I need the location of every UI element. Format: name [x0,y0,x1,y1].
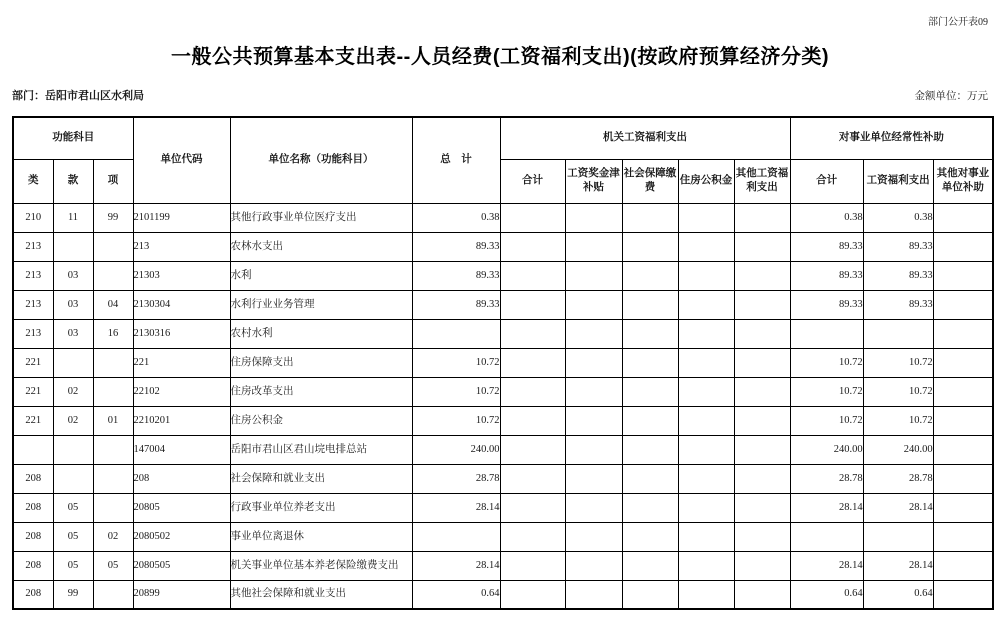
header-inst-other-subsidy: 其他对事业单位补助 [933,159,993,203]
cell-org-3 [678,464,734,493]
cell-inst-1: 0.38 [863,203,933,232]
header-institution-subsidy-group: 对事业单位经常性补助 [790,117,993,159]
cell-org-3 [678,348,734,377]
cell-org-0 [500,377,565,406]
cell-unit-code: 2130304 [133,290,230,319]
cell-unit-name: 住房保障支出 [230,348,412,377]
cell-org-1 [565,580,622,609]
cell-category: 213 [13,261,53,290]
table-row [13,261,993,290]
cell-org-2 [622,232,678,261]
page-title: 一般公共预算基本支出表--人员经费(工资福利支出)(按政府预算经济分类) [171,46,829,68]
header-inst-subtotal: 合计 [790,159,863,203]
cell-item [93,377,133,406]
cell-category: 208 [13,551,53,580]
cell-org-0 [500,435,565,464]
cell-org-2 [622,406,678,435]
cell-section [53,348,93,377]
cell-org-1 [565,290,622,319]
cell-category: 208 [13,464,53,493]
cell-inst-1: 10.72 [863,406,933,435]
cell-grand-total: 89.33 [412,290,500,319]
table-row [13,203,993,232]
amount-unit-label: 金额单位：万元 [914,91,988,102]
cell-grand-total: 28.78 [412,464,500,493]
cell-org-3 [678,406,734,435]
cell-unit-name: 水利行业业务管理 [230,290,412,319]
cell-org-2 [622,377,678,406]
cell-unit-name: 水利 [230,261,412,290]
cell-unit-name: 岳阳市君山区君山垸电排总站 [230,435,412,464]
cell-org-1 [565,348,622,377]
cell-inst-2 [933,522,993,551]
cell-org-4 [734,203,790,232]
header-item: 项 [93,159,133,203]
cell-grand-total: 10.72 [412,406,500,435]
cell-inst-0: 89.33 [790,290,863,319]
cell-item [93,580,133,609]
cell-org-2 [622,493,678,522]
header-org-subtotal: 合计 [500,159,565,203]
cell-org-1 [565,522,622,551]
cell-item [93,464,133,493]
table-row [13,493,993,522]
header-unit-code: 单位代码 [133,117,230,203]
cell-inst-1: 10.72 [863,348,933,377]
cell-unit-name: 农村水利 [230,319,412,348]
meta-row [12,87,988,103]
cell-inst-1 [863,319,933,348]
cell-grand-total: 0.64 [412,580,500,609]
cell-org-4 [734,290,790,319]
cell-org-4 [734,464,790,493]
cell-org-4 [734,435,790,464]
cell-unit-name: 社会保障和就业支出 [230,464,412,493]
cell-grand-total: 28.14 [412,551,500,580]
cell-category: 213 [13,290,53,319]
cell-category: 208 [13,493,53,522]
cell-org-0 [500,261,565,290]
cell-item: 05 [93,551,133,580]
cell-unit-code: 20899 [133,580,230,609]
cell-org-3 [678,261,734,290]
cell-category: 210 [13,203,53,232]
table-row [13,377,993,406]
cell-inst-2 [933,580,993,609]
header-row-groups [13,117,993,159]
cell-inst-1: 89.33 [863,290,933,319]
cell-org-1 [565,319,622,348]
cell-unit-code: 22102 [133,377,230,406]
cell-org-4 [734,377,790,406]
cell-org-2 [622,435,678,464]
cell-inst-1: 240.00 [863,435,933,464]
cell-unit-code: 2210201 [133,406,230,435]
cell-inst-0: 0.64 [790,580,863,609]
cell-org-4 [734,522,790,551]
cell-org-0 [500,348,565,377]
table-body [13,203,993,609]
cell-inst-0: 28.14 [790,493,863,522]
cell-unit-name: 其他社会保障和就业支出 [230,580,412,609]
cell-org-0 [500,319,565,348]
cell-category: 208 [13,522,53,551]
cell-org-2 [622,348,678,377]
header-grand-total: 总 计 [412,117,500,203]
cell-inst-2 [933,435,993,464]
header-org-wage-bonus-allowance: 工资奖金津补贴 [565,159,622,203]
cell-org-3 [678,232,734,261]
cell-org-4 [734,551,790,580]
header-org-other-wage-welfare: 其他工资福利支出 [734,159,790,203]
cell-inst-2 [933,290,993,319]
table-row [13,551,993,580]
cell-unit-code: 2101199 [133,203,230,232]
header-category: 类 [13,159,53,203]
cell-inst-2 [933,551,993,580]
cell-inst-0: 89.33 [790,261,863,290]
cell-org-0 [500,464,565,493]
cell-category: 221 [13,406,53,435]
cell-unit-name: 住房公积金 [230,406,412,435]
cell-org-3 [678,435,734,464]
cell-inst-2 [933,377,993,406]
cell-inst-0: 0.38 [790,203,863,232]
cell-org-3 [678,203,734,232]
cell-item [93,261,133,290]
cell-grand-total: 89.33 [412,261,500,290]
cell-org-2 [622,290,678,319]
cell-unit-name: 事业单位离退休 [230,522,412,551]
header-section: 款 [53,159,93,203]
cell-category: 213 [13,319,53,348]
cell-inst-0: 10.72 [790,406,863,435]
cell-unit-name: 行政事业单位养老支出 [230,493,412,522]
table-row [13,232,993,261]
cell-org-1 [565,377,622,406]
cell-org-2 [622,522,678,551]
cell-category: 213 [13,232,53,261]
cell-org-4 [734,493,790,522]
cell-unit-name: 农林水支出 [230,232,412,261]
cell-section: 05 [53,493,93,522]
cell-org-4 [734,406,790,435]
cell-grand-total: 0.38 [412,203,500,232]
cell-org-2 [622,464,678,493]
cell-section: 03 [53,290,93,319]
cell-inst-0: 89.33 [790,232,863,261]
cell-org-4 [734,232,790,261]
budget-table [12,116,994,610]
cell-inst-2 [933,232,993,261]
cell-inst-2 [933,464,993,493]
cell-section: 11 [53,203,93,232]
cell-org-1 [565,435,622,464]
cell-section: 05 [53,551,93,580]
cell-inst-0: 28.78 [790,464,863,493]
cell-org-3 [678,493,734,522]
header-functional-subject-group: 功能科目 [13,117,133,159]
cell-unit-name: 机关事业单位基本养老保险缴费支出 [230,551,412,580]
cell-org-2 [622,580,678,609]
header-org-wage-welfare-group: 机关工资福利支出 [500,117,790,159]
cell-org-4 [734,348,790,377]
cell-section: 03 [53,319,93,348]
cell-unit-code: 147004 [133,435,230,464]
cell-category [13,435,53,464]
cell-org-3 [678,290,734,319]
cell-org-0 [500,290,565,319]
header-inst-wage-welfare: 工资福利支出 [863,159,933,203]
cell-section: 02 [53,377,93,406]
cell-inst-2 [933,493,993,522]
form-number-label: 部门公开表09 [928,17,988,28]
cell-item: 02 [93,522,133,551]
cell-item [93,435,133,464]
cell-section: 99 [53,580,93,609]
cell-unit-code: 20805 [133,493,230,522]
cell-org-0 [500,522,565,551]
cell-org-0 [500,406,565,435]
table-row [13,522,993,551]
cell-item: 99 [93,203,133,232]
cell-inst-1: 28.14 [863,493,933,522]
cell-grand-total: 89.33 [412,232,500,261]
cell-org-0 [500,232,565,261]
cell-unit-code: 2080502 [133,522,230,551]
cell-org-3 [678,319,734,348]
header-org-housing-fund: 住房公积金 [678,159,734,203]
cell-unit-name: 其他行政事业单位医疗支出 [230,203,412,232]
cell-category: 208 [13,580,53,609]
cell-inst-0: 10.72 [790,348,863,377]
cell-org-0 [500,203,565,232]
cell-org-3 [678,551,734,580]
cell-org-1 [565,464,622,493]
table-row [13,580,993,609]
cell-inst-1: 89.33 [863,261,933,290]
cell-org-2 [622,551,678,580]
cell-org-2 [622,203,678,232]
cell-inst-0: 240.00 [790,435,863,464]
cell-org-4 [734,261,790,290]
cell-item: 04 [93,290,133,319]
cell-grand-total [412,319,500,348]
cell-inst-2 [933,406,993,435]
cell-org-4 [734,580,790,609]
cell-org-3 [678,522,734,551]
cell-inst-2 [933,261,993,290]
cell-section [53,464,93,493]
table-row [13,319,993,348]
cell-unit-code: 208 [133,464,230,493]
table-row [13,464,993,493]
cell-inst-0 [790,319,863,348]
cell-org-1 [565,493,622,522]
table-row [13,348,993,377]
cell-unit-code: 221 [133,348,230,377]
cell-org-2 [622,319,678,348]
cell-unit-code: 2080505 [133,551,230,580]
cell-item: 16 [93,319,133,348]
cell-unit-code: 21303 [133,261,230,290]
cell-category: 221 [13,377,53,406]
cell-unit-code: 2130316 [133,319,230,348]
cell-org-0 [500,580,565,609]
department-label: 部门：岳阳市君山区水利局 [12,90,144,102]
cell-inst-1: 28.78 [863,464,933,493]
cell-inst-1: 28.14 [863,551,933,580]
cell-org-4 [734,319,790,348]
cell-unit-name: 住房改革支出 [230,377,412,406]
cell-inst-2 [933,348,993,377]
cell-grand-total: 10.72 [412,377,500,406]
cell-inst-1: 89.33 [863,232,933,261]
cell-grand-total [412,522,500,551]
cell-item [93,348,133,377]
cell-section: 03 [53,261,93,290]
cell-org-0 [500,551,565,580]
cell-inst-1 [863,522,933,551]
cell-section: 05 [53,522,93,551]
cell-inst-0: 28.14 [790,551,863,580]
table-row [13,290,993,319]
table-row [13,435,993,464]
cell-org-1 [565,551,622,580]
cell-inst-0 [790,522,863,551]
cell-org-1 [565,232,622,261]
cell-section [53,435,93,464]
cell-item [93,232,133,261]
cell-grand-total: 28.14 [412,493,500,522]
cell-section: 02 [53,406,93,435]
cell-category: 221 [13,348,53,377]
cell-org-3 [678,580,734,609]
cell-org-1 [565,261,622,290]
cell-grand-total: 240.00 [412,435,500,464]
cell-item [93,493,133,522]
cell-section [53,232,93,261]
cell-inst-2 [933,319,993,348]
cell-org-3 [678,377,734,406]
table-row [13,406,993,435]
cell-org-1 [565,406,622,435]
cell-unit-code: 213 [133,232,230,261]
cell-inst-1: 0.64 [863,580,933,609]
cell-org-1 [565,203,622,232]
cell-item: 01 [93,406,133,435]
cell-inst-1: 10.72 [863,377,933,406]
table-header [13,117,993,203]
header-unit-name: 单位名称（功能科目） [230,117,412,203]
cell-inst-0: 10.72 [790,377,863,406]
cell-org-2 [622,261,678,290]
cell-org-0 [500,493,565,522]
cell-inst-2 [933,203,993,232]
header-org-social-security: 社会保障缴费 [622,159,678,203]
cell-grand-total: 10.72 [412,348,500,377]
